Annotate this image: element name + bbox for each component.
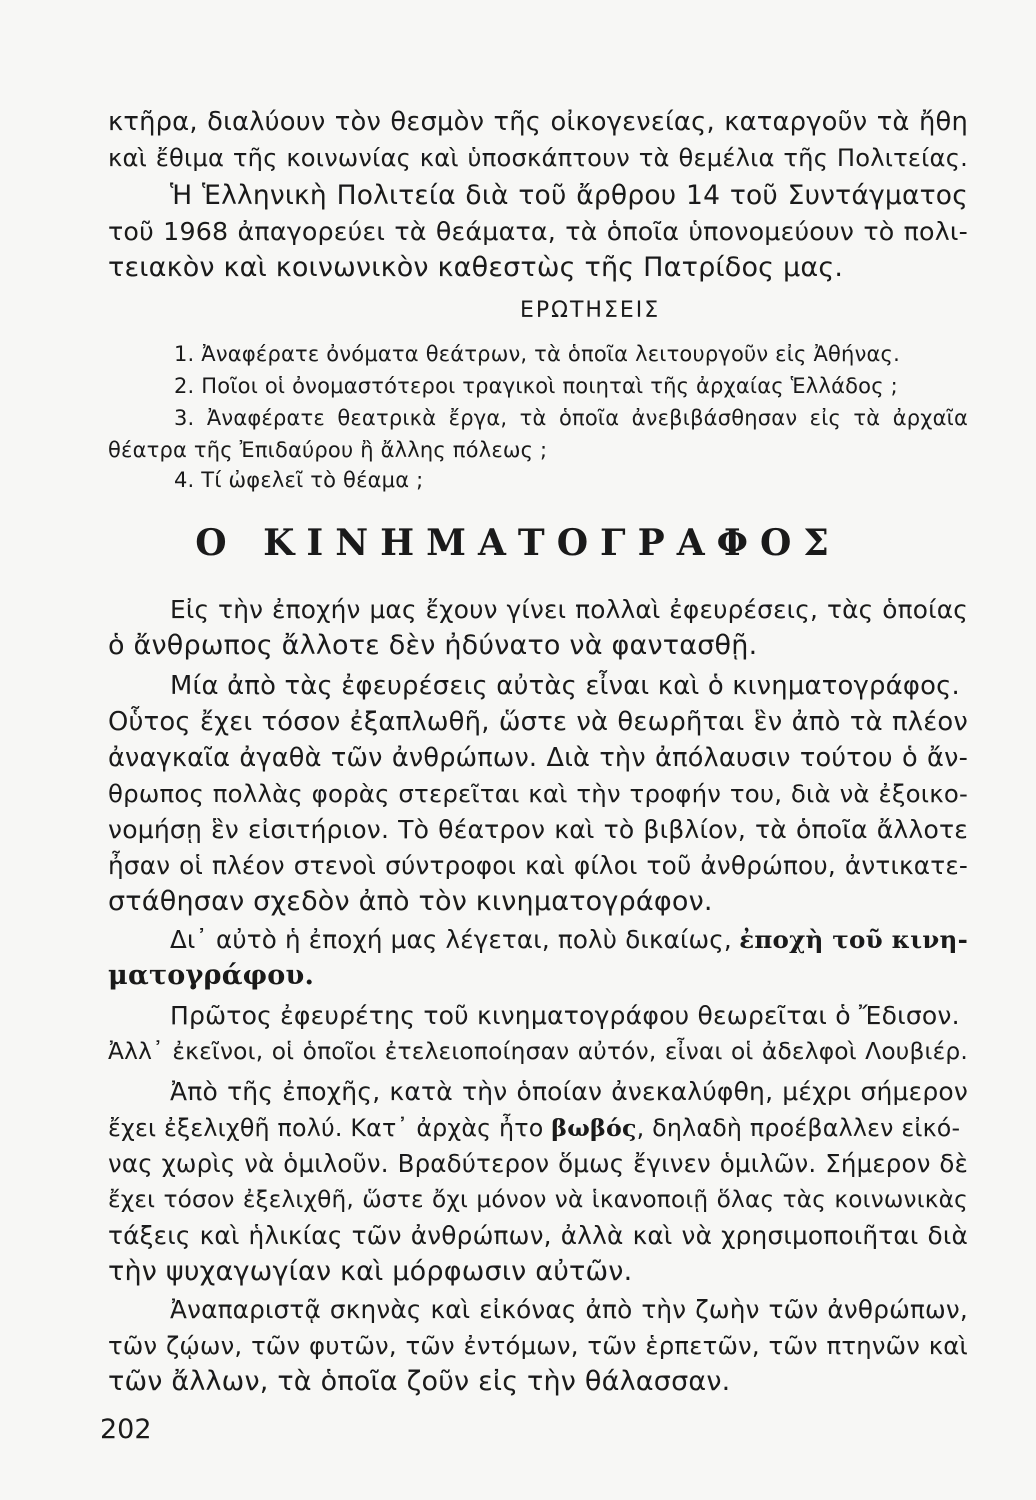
text-line: ὁ ἄνθρωπος ἄλλοτε δὲν ἠδύνατο νὰ φαντασθῇ. [108,630,758,661]
text-line: νομήσῃ ἓν εἰσιτήριον. Τὸ θέατρον καὶ τὸ βιβλίον, τὰ ὁποῖα ἄλλοτε [108,815,968,844]
text-line: Πρῶτος ἐφευρέτης τοῦ κινηματογράφου θεωρεῖται ὁ Ἔδισον. [170,1001,960,1030]
question-line: 2. Ποῖοι οἱ ὀνομαστότεροι τραγικοὶ ποιηταὶ τῆς ἀρχαίας Ἑλλάδος ; [174,374,898,398]
emphasis-text: ματογράφου. [108,960,315,991]
text-line [170,922,968,958]
question-line: 1. Ἀναφέρατε ὀνόματα θεάτρων, τὰ ὁποῖα λειτουργοῦν εἰς Ἀθήνας. [174,342,900,366]
text-line: Ἀλλ᾿ ἐκεῖνοι, οἱ ὁποῖοι ἐτελειοποίησαν αὐτόν, εἶναι οἱ ἀδελφοὶ Λουβιέρ. [108,1038,968,1065]
text-line: νας χωρὶς νὰ ὁμιλοῦν. Βραδύτερον ὅμως ἔγινεν ὁμιλῶν. Σήμερον δὲ [108,1149,968,1178]
page-number: 202 [100,1414,152,1445]
emphasis-text: ἐποχὴ τοῦ κινη- [739,925,968,954]
text-line: Ἀπὸ τῆς ἐποχῆς, κατὰ τὴν ὁποίαν ἀνεκαλύφθη, μέχρι σήμερον [170,1077,968,1106]
text-fragment: , δηλαδὴ προέβαλλεν εἰκό- [636,1114,961,1142]
text-line: Ἡ Ἑλληνικὴ Πολιτεία διὰ τοῦ ἄρθρου 14 τοῦ Συντάγματος [170,180,968,211]
text-line: τειακὸν καὶ κοινωνικὸν καθεστὼς τῆς Πατρίδος μας. [108,252,844,283]
text-line: τὴν ψυχαγωγίαν καὶ μόρφωσιν αὐτῶν. [108,1256,633,1287]
text-line: θρωπος πολλὰς φορὰς στερεῖται καὶ τὴν τροφήν του, διὰ νὰ ἐξοικο- [108,779,968,808]
text-line: ἔχει τόσον ἐξελιχθῆ, ὥστε ὄχι μόνον νὰ ἱκανοποιῇ ὅλας τὰς κοινωνικὰς [108,1186,968,1213]
text-line: Ἀναπαριστᾷ σκηνὰς καὶ εἰκόνας ἀπὸ τὴν ζωὴν τῶν ἀνθρώπων, [170,1295,968,1324]
text-fragment: ἔχει ἐξελιχθῆ πολύ. Κατ᾿ ἀρχὰς ἦτο [108,1114,544,1142]
text-line: ἀναγκαῖα ἀγαθὰ τῶν ἀνθρώπων. Διὰ τὴν ἀπόλαυσιν τούτου ὁ ἄν- [108,743,968,773]
emphasis-text: βωβός [551,1114,637,1142]
text-line: Εἰς τὴν ἐποχήν μας ἔχουν γίνει πολλαὶ ἐφευρέσεις, τὰς ὁποίας [170,595,968,624]
text-fragment: Δι᾿ αὐτὸ ἡ ἐποχή μας λέγεται, πολὺ δικαίως, [170,925,732,954]
text-line: Μία ἀπὸ τὰς ἐφευρέσεις αὐτὰς εἶναι καὶ ὁ κινηματογράφος. [170,671,960,701]
section-title: Ο ΚΙΝΗΜΑΤΟΓΡΑΦΟΣ [195,522,841,564]
text-line: τῶν ἄλλων, τὰ ὁποῖα ζοῦν εἰς τὴν θάλασσαν. [108,1366,731,1397]
question-line: 4. Τί ὠφελεῖ τὸ θέαμα ; [174,468,424,492]
text-line: κτῆρα, διαλύουν τὸν θεσμὸν τῆς οἰκογενείας, καταργοῦν τὰ ἤθη [108,107,968,137]
questions-heading: ΕΡΩΤΗΣΕΙΣ [520,298,661,323]
question-line: θέατρα τῆς Ἐπιδαύρου ἢ ἄλλης πόλεως ; [108,438,548,462]
text-line: τοῦ 1968 ἀπαγορεύει τὰ θεάματα, τὰ ὁποῖα ὑπονομεύουν τὸ πολι- [108,217,968,246]
text-line: στάθησαν σχεδὸν ἀπὸ τὸν κινηματογράφον. [108,886,713,917]
text-line: Οὗτος ἔχει τόσον ἐξαπλωθῆ, ὥστε νὰ θεωρῆται ἓν ἀπὸ τὰ πλέον [108,707,968,737]
text-line [108,958,968,994]
text-line: τάξεις καὶ ἡλικίας τῶν ἀνθρώπων, ἀλλὰ καὶ νὰ χρησιμοποιῆται διὰ [108,1221,968,1250]
text-line: ἦσαν οἱ πλέον στενοὶ σύντροφοι καὶ φίλοι τοῦ ἀνθρώπου, ἀντικατε- [108,851,968,880]
question-line: 3. Ἀναφέρατε θεατρικὰ ἔργα, τὰ ὁποῖα ἀνεβιβάσθησαν εἰς τὰ ἀρχαῖα [174,406,968,430]
text-line: καὶ ἔθιμα τῆς κοινωνίας καὶ ὑποσκάπτουν τὰ θεμέλια τῆς Πολιτείας. [108,144,968,172]
text-line [108,1110,968,1146]
text-line: τῶν ζῴων, τῶν φυτῶν, τῶν ἐντόμων, τῶν ἑρπετῶν, τῶν πτηνῶν καὶ [108,1331,968,1360]
